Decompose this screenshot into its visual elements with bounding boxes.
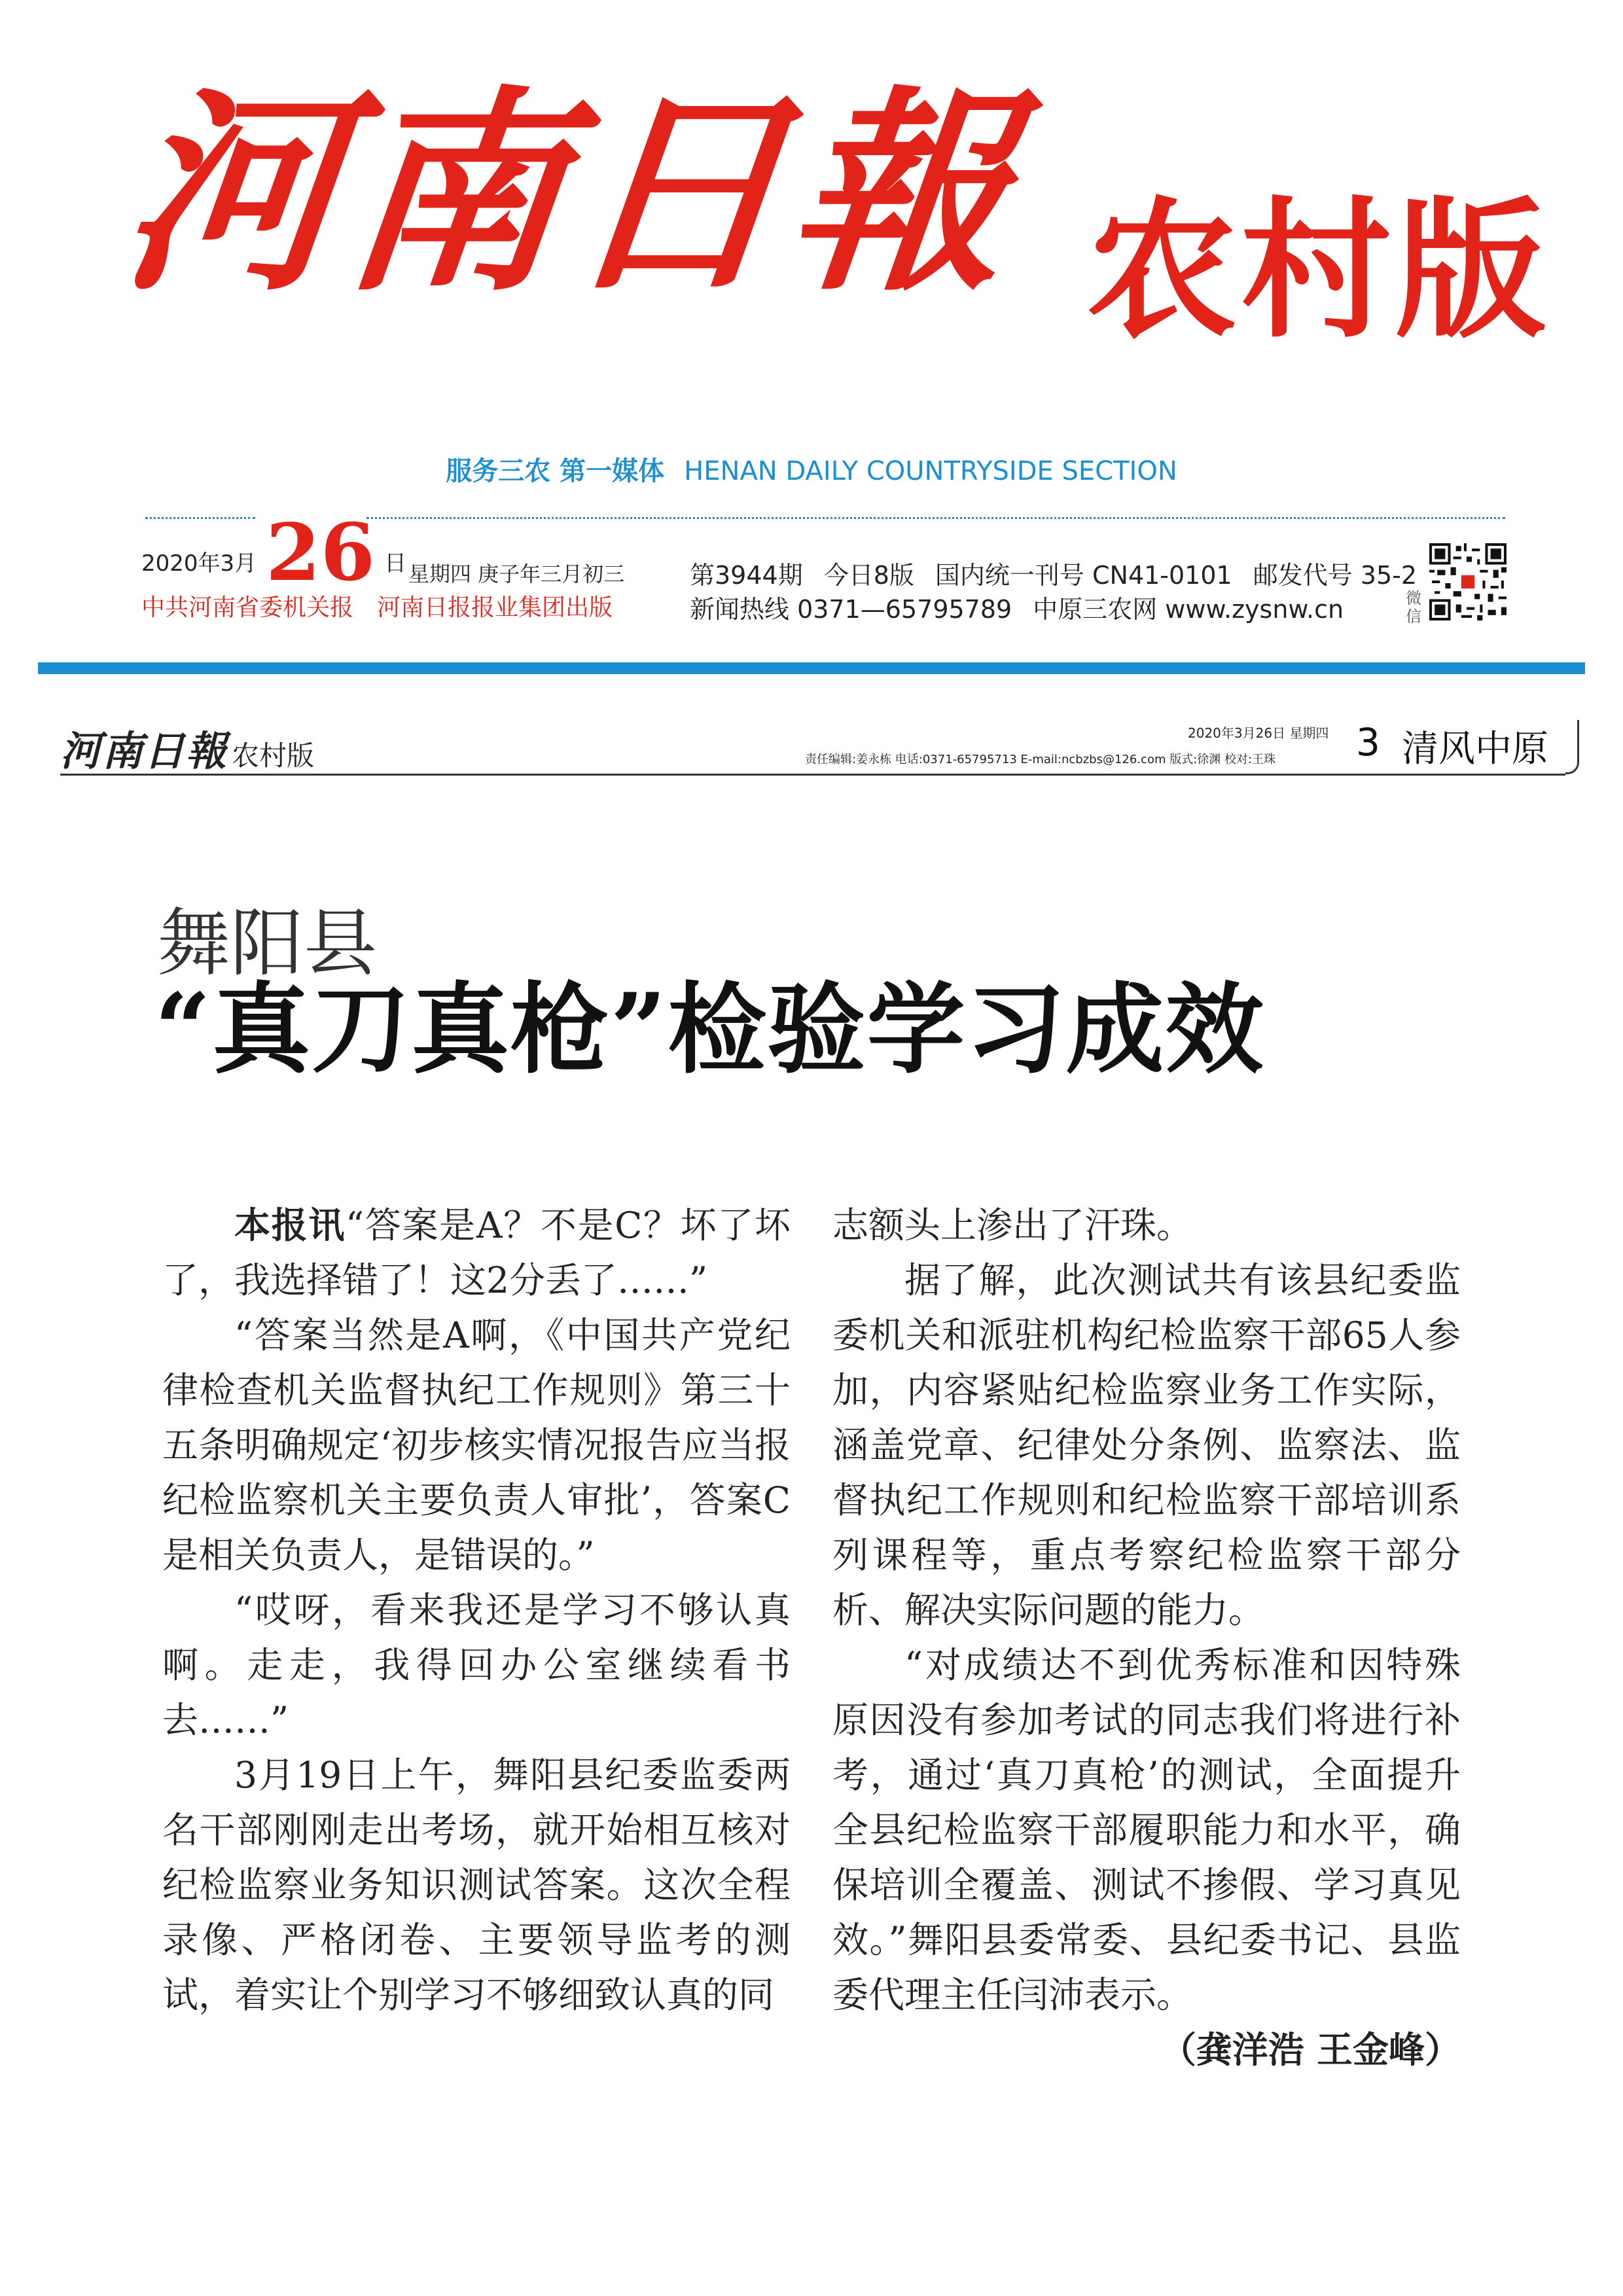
date-day: 26 xyxy=(266,507,376,599)
masthead-slogan xyxy=(0,450,1623,488)
paragraph-text: “答案是A？不是C？坏了坏了，我选择错了！这2分丢了……” xyxy=(162,1204,791,1301)
article-paragraph xyxy=(162,1198,791,1308)
website[interactable]: 中原三农网 www.zysnw.cn xyxy=(1033,595,1344,624)
publisher-group: 河南日报报业集团出版 xyxy=(377,594,613,621)
issue-number: 第3944期 xyxy=(690,561,803,590)
article-column-2 xyxy=(832,1198,1461,2077)
article-paragraph: “答案当然是A啊，《中国共产党纪律检查机关监督执纪工作规则》第三十五条明确规定‘初步核实情况报告应当报纪检监察机关主要负责人审批’，答案C是相关负责人，是错误的。” xyxy=(162,1314,791,1576)
page-count: 今日8版 xyxy=(823,561,914,590)
article-byline: （龚洋浩 王金峰） xyxy=(1160,2029,1461,2071)
article-kicker: 舞阳县 xyxy=(157,901,377,986)
newspaper-logo: 河南日報 xyxy=(111,66,1028,320)
page-header-logo xyxy=(60,719,314,777)
page-header-rule xyxy=(60,774,1565,776)
article-paragraph: “哎呀，看来我还是学习不够认真啊。走走，我得回办公室继续看书去……” xyxy=(162,1589,791,1741)
article-headline: “真刀真枪”检验学习成效 xyxy=(154,972,1265,1087)
article-paragraph: “对成绩达不到优秀标准和因特殊原因没有参加考试的同志我们将进行补考，通过‘真刀真枪’的测试，全面提升全县纪检监察干部履职能力和水平，确保培训全覆盖、测试不掺假、学习真见效。”舞阳县委常委、县纪委书记、县监委代理主任闫沛表示。 xyxy=(832,1644,1461,2016)
postal-code: 邮发代号 35-2 xyxy=(1253,561,1418,590)
contact-info xyxy=(690,589,1344,625)
issue-info xyxy=(690,555,1417,591)
wechat-label: 微信 xyxy=(1406,589,1421,626)
date-year-month: 2020年3月 xyxy=(141,550,257,577)
qr-code-icon[interactable] xyxy=(1429,543,1507,620)
article-dateline: 本报讯 xyxy=(234,1204,346,1246)
article-column-1 xyxy=(162,1198,791,2022)
page-header-rule-corner xyxy=(1565,720,1579,774)
dotted-divider-right xyxy=(366,517,1505,519)
publisher-line xyxy=(141,589,613,622)
weekday-lunar-date: 星期四 庚子年三月初三 xyxy=(408,562,625,586)
edition-title: 农村版 xyxy=(1086,184,1550,359)
page-header-brand: 河南日報 xyxy=(60,727,228,775)
date-day-suffix: 日 xyxy=(384,550,407,577)
masthead-blue-rule xyxy=(38,662,1585,674)
slogan-chinese: 服务三农 第一媒体 xyxy=(446,456,665,486)
publisher-organ: 中共河南省委机关报 xyxy=(141,594,354,621)
slogan-english: HENAN DAILY COUNTRYSIDE SECTION xyxy=(684,456,1177,486)
article-paragraph-continued: 志额头上渗出了汗珠。 xyxy=(832,1204,1193,1246)
article-paragraph: 据了解，此次测试共有该县纪委监委机关和派驻机构纪检监察干部65人参加，内容紧贴纪检监察业务工作实际，涵盖党章、纪律处分条例、监察法、监督执纪工作规则和纪检监察干部培训系列课程等，重点考察纪检监察干部分析、解决实际问题的能力。 xyxy=(832,1259,1461,1631)
news-hotline: 新闻热线 0371—65795789 xyxy=(690,595,1012,624)
issue-date xyxy=(141,507,407,599)
page-header-edition: 农村版 xyxy=(232,740,315,772)
page-header-date: 2020年3月26日 星期四 xyxy=(1188,725,1329,741)
article-paragraph: 3月19日上午，舞阳县纪委监委两名干部刚刚走出考场，就开始相互核对纪检监察业务知识测试答案。这次全程录像、严格闭卷、主要领导监考的测试，着实让个别学习不够细致认真的同 xyxy=(162,1754,791,2016)
byline-row xyxy=(832,2022,1461,2077)
page-number: 3 xyxy=(1356,720,1380,764)
cn-serial-number: 国内统一刊号 CN41-0101 xyxy=(935,561,1232,590)
page-header-editors: 责任编辑:姜永栋 电话:0371-65795713 E-mail:ncbzbs@126.com 版式:徐渊 校对:王珠 xyxy=(805,753,1276,766)
section-title: 清风中原 xyxy=(1402,728,1548,770)
